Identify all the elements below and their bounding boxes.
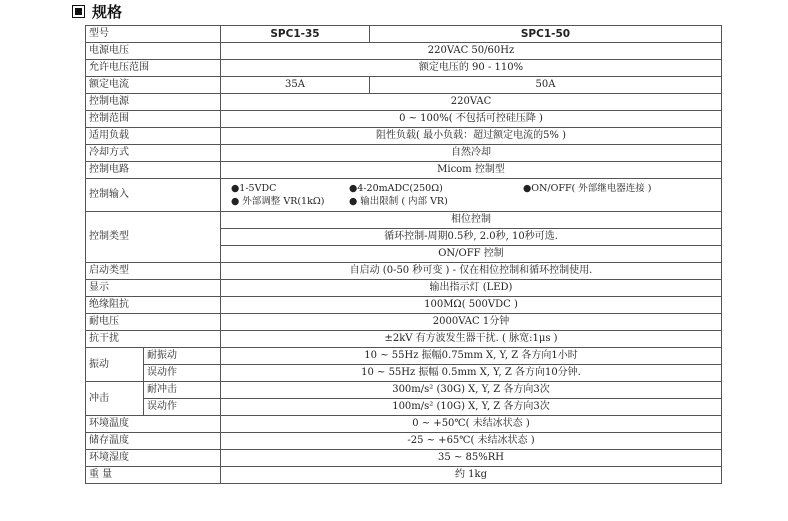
table-row [86,365,722,382]
row-label: 控制类型 [86,212,221,263]
table-row [86,212,722,229]
row-label: 冲击 [86,382,144,416]
table-row [86,43,722,60]
model-spc1-35: SPC1-35 [221,26,370,43]
sub-label: 耐冲击 [144,382,221,399]
table-row [86,26,722,43]
row-value: ±2kV 有方波发生器干扰. ( 脉宽:1μs ) [221,331,722,348]
model-spc1-50: SPC1-50 [370,26,722,43]
table-row [86,297,722,314]
row-value: 100m/s² (10G) X, Y, Z 各方向3次 [221,399,722,416]
row-label: 储存温度 [86,433,221,450]
row-value: 300m/s² (30G) X, Y, Z 各方向3次 [221,382,722,399]
row-value: 自启动 (0-50 秒可变 ) - 仅在相位控制和循环控制使用. [221,263,722,280]
row-label: 显示 [86,280,221,297]
model-label: 型号 [86,26,221,43]
row-value: 220VAC 50/60Hz [221,43,722,60]
table-row [86,111,722,128]
section-title: 规格 [92,2,123,21]
row-value: 输出指示灯 (LED) [221,280,722,297]
table-row [86,348,722,365]
sub-label: 耐振动 [144,348,221,365]
current-spc1-35: 35A [221,77,370,94]
table-row [86,128,722,145]
row-value: 相位控制 [221,212,722,229]
table-row [86,179,722,212]
row-label: 允许电压范围 [86,60,221,77]
row-label: 耐电压 [86,314,221,331]
row-label: 重 量 [86,467,221,484]
row-value: 10 ~ 55Hz 振幅 0.5mm X, Y, Z 各方向10分钟. [221,365,722,382]
row-value: 额定电压的 90 - 110% [221,60,722,77]
input-option: ● 外部调整 VR(1kΩ) [231,196,325,207]
sub-label: 误动作 [144,399,221,416]
row-value: 自然冷却 [221,145,722,162]
row-value: 0 ~ +50℃( 未结冰状态 ) [221,416,722,433]
row-value: ON/OFF 控制 [221,246,722,263]
row-value: 2000VAC 1分钟 [221,314,722,331]
table-row [86,314,722,331]
table-row [86,280,722,297]
row-label: 环境湿度 [86,450,221,467]
table-row [86,60,722,77]
row-label: 绝缘阻抗 [86,297,221,314]
table-row [86,331,722,348]
row-label: 电源电压 [86,43,221,60]
input-option: ●4-20mADC(250Ω) [349,183,443,194]
row-value: 阻性负载( 最小负载：超过额定电流的5% ) [221,128,722,145]
input-option: ●ON/OFF( 外部继电器连接 ) [523,183,652,194]
table-row [86,263,722,280]
row-label: 抗干扰 [86,331,221,348]
row-label: 适用负载 [86,128,221,145]
spec-table [85,25,722,484]
table-row [86,77,722,94]
row-label: 启动类型 [86,263,221,280]
row-label: 环境温度 [86,416,221,433]
row-value: 0 ~ 100%( 不包括可控硅压降 ) [221,111,722,128]
row-label: 控制电源 [86,94,221,111]
table-row [86,94,722,111]
row-value: 100MΩ( 500VDC ) [221,297,722,314]
table-row [86,145,722,162]
row-value: 220VAC [221,94,722,111]
row-value: 约 1kg [221,467,722,484]
table-row [86,416,722,433]
section-heading [72,0,122,22]
row-label: 控制输入 [86,179,221,212]
table-row [86,467,722,484]
row-label: 冷却方式 [86,145,221,162]
row-value: 35 ~ 85%RH [221,450,722,467]
row-value: 循环控制-周期0.5秒, 2.0秒, 10秒可选. [221,229,722,246]
row-value: -25 ~ +65℃( 未结冰状态 ) [221,433,722,450]
row-value: Micom 控制型 [221,162,722,179]
current-spc1-50: 50A [370,77,722,94]
filled-square-icon [72,5,85,18]
table-row [86,382,722,399]
input-option: ● 输出限制 ( 内部 VR) [349,196,448,207]
row-label: 振动 [86,348,144,382]
table-row [86,162,722,179]
row-label: 额定电流 [86,77,221,94]
input-option: ●1-5VDC [231,183,277,194]
row-label: 控制电路 [86,162,221,179]
table-row [86,433,722,450]
table-row [86,450,722,467]
sub-label: 误动作 [144,365,221,382]
row-value: 10 ~ 55Hz 振幅0.75mm X, Y, Z 各方向1小时 [221,348,722,365]
table-row [86,399,722,416]
control-input-options [221,179,722,212]
row-label: 控制范围 [86,111,221,128]
